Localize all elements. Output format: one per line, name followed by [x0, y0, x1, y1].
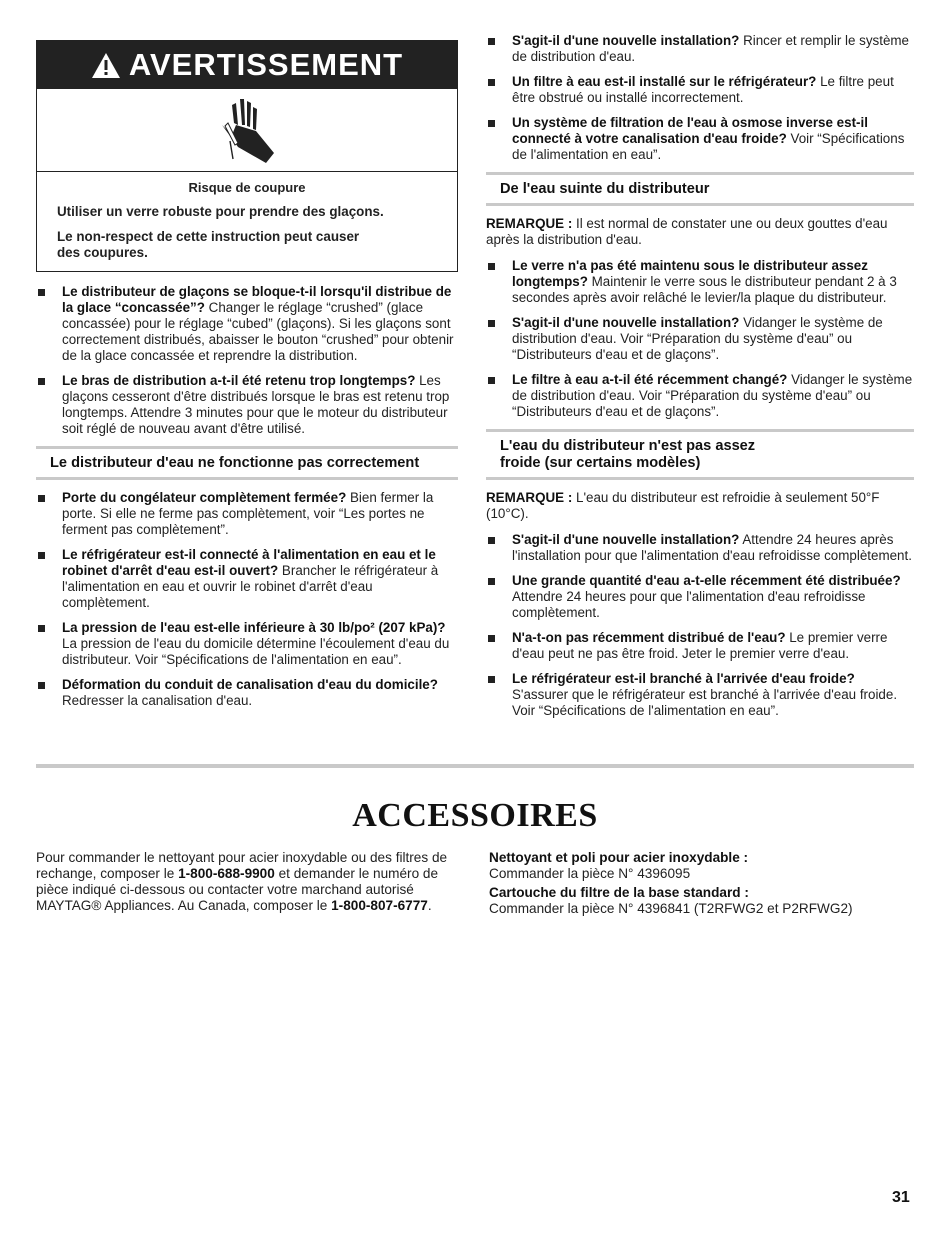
not-cold-list	[486, 532, 914, 719]
list-item: Le verre n'a pas été maintenu sous le distributeur assez longtemps? Maintenir le verre sous le distributeur pendant 2 à 3 secondes après avoir relâché le levier/la plaque du distributeur.	[486, 258, 914, 306]
cut-hazard-icon	[37, 89, 457, 172]
list-item: Le distributeur de glaçons se bloque-t-il lorsqu'il distribue de la glace “concassée”? Changer le réglage “crushed” (glace concassée) pour le réglage “cubed” (glaçons). Si les glaçons sont correctement distribués, abaisser le bouton “crushed” pour obtenir de la glace concassée et reprendre la distribution.	[36, 284, 458, 364]
list-item: Un système de filtration de l'eau à osmose inverse est-il connecté à votre canalisation d'eau froide? Voir “Spécifications de l'alimentation en eau”.	[486, 115, 914, 163]
list-item: Déformation du conduit de canalisation d'eau du domicile? Redresser la canalisation d'eau.	[36, 677, 458, 709]
list-item: Le bras de distribution a-t-il été retenu trop longtemps? Les glaçons cesseront d'être distribués lorsque le bras est retenu trop longtemps. Attendre 3 minutes pour que le moteur du distributeur soit réglé de nouveau avant d'être utilisé.	[36, 373, 458, 437]
accessories-intro: Pour commander le nettoyant pour acier inoxydable ou des filtres de rechange, composer le 1-800-688-9900 et demander le numéro de pièce indiqué ci-dessous ou contacter votre marchand autorisé MAYTAG® Appliances. Au Canada, composer le 1-800-807-6777.	[36, 850, 448, 913]
remark-leaking: REMARQUE : Il est normal de constater une ou deux gouttes d'eau après la distribution d'eau.	[486, 216, 888, 247]
page-number: 31	[892, 1189, 910, 1206]
accessory-label: Cartouche du filtre de la base standard :	[489, 885, 749, 900]
list-item: Le réfrigérateur est-il branché à l'arrivée d'eau froide? S'assurer que le réfrigérateur est branché à l'arrivée d'eau froide. Voir “Spécifications de l'alimentation en eau”.	[486, 671, 914, 719]
water-dispenser-list	[36, 490, 458, 709]
dispenser-bullet-list	[36, 284, 458, 437]
warning-line-1: Utiliser un verre robuste pour prendre des glaçons.	[57, 204, 384, 219]
list-item: N'a-t-on pas récemment distribué de l'eau? Le premier verre d'eau peut ne pas être froid. Jeter le premier verre d'eau.	[486, 630, 914, 662]
warning-triangle-icon	[91, 52, 121, 79]
accessories-title: ACCESSOIRES	[352, 797, 598, 834]
list-item: Le réfrigérateur est-il connecté à l'alimentation en eau et le robinet d'arrêt d'eau est-il ouvert? Brancher le réfrigérateur à l'alimentation en eau et ouvrir le robinet d'arrêt d'eau complètement.	[36, 547, 458, 611]
accessory-part: Commander la pièce N° 4396841 (T2RFWG2 et P2RFWG2)	[489, 901, 853, 916]
warning-line-2: Le non-respect de cette instruction peut causer des coupures.	[57, 229, 360, 260]
leaking-list	[486, 258, 914, 420]
left-column	[36, 40, 458, 718]
phone-us: 1-800-688-9900	[178, 866, 275, 881]
section-heading-water-dispenser: Le distributeur d'eau ne fonctionne pas correctement	[36, 446, 458, 480]
accessories-list	[489, 850, 919, 917]
remark-not-cold: REMARQUE : L'eau du distributeur est refroidie à seulement 50°F (10°C).	[486, 490, 880, 521]
warning-heading: AVERTISSEMENT	[128, 47, 404, 82]
section-heading-not-cold: L'eau du distributeur n'est pas assez froide (sur certains modèles)	[486, 429, 914, 480]
list-item: S'agit-il d'une nouvelle installation? Attendre 24 heures après l'installation pour que l'alimentation d'eau refroidisse complètement.	[486, 532, 914, 564]
section-heading-leaking: De l'eau suinte du distributeur	[486, 172, 914, 206]
list-item: S'agit-il d'une nouvelle installation? Vidanger le système de distribution d'eau. Voir “Préparation du système d'eau” ou “Distributeurs d'eau et de glaçons”.	[486, 315, 914, 363]
warning-header	[37, 41, 457, 89]
list-item: Le filtre à eau a-t-il été récemment changé? Vidanger le système de distribution d'eau. Voir “Préparation du système d'eau” ou “Distributeurs d'eau et de glaçons”.	[486, 372, 914, 420]
list-item: La pression de l'eau est-elle inférieure à 30 lb/po² (207 kPa)? La pression de l'eau du domicile détermine l'écoulement d'eau du distributeur. Voir “Spécifications de l'alimentation en eau”.	[36, 620, 458, 668]
right-column	[486, 33, 914, 728]
phone-canada: 1-800-807-6777	[331, 898, 428, 913]
accessory-part: Commander la pièce N° 4396095	[489, 866, 691, 881]
accessory-label: Nettoyant et poli pour acier inoxydable :	[489, 850, 749, 865]
list-item: S'agit-il d'une nouvelle installation? Rincer et remplir le système de distribution d'eau.	[486, 33, 914, 65]
list-item: Une grande quantité d'eau a-t-elle récemment été distribuée? Attendre 24 heures pour que l'alimentation d'eau refroidisse complètement.	[486, 573, 914, 621]
section-divider	[36, 764, 914, 768]
warning-title: Risque de coupure	[188, 180, 306, 195]
list-item: Un filtre à eau est-il installé sur le réfrigérateur? Le filtre peut être obstrué ou installé incorrectement.	[486, 74, 914, 106]
water-dispenser-list-continued	[486, 33, 914, 163]
list-item: Porte du congélateur complètement fermée? Bien fermer la porte. Si elle ne ferme pas complètement, voir “Les portes ne ferment pas complètement”.	[36, 490, 458, 538]
warning-box	[36, 40, 458, 272]
